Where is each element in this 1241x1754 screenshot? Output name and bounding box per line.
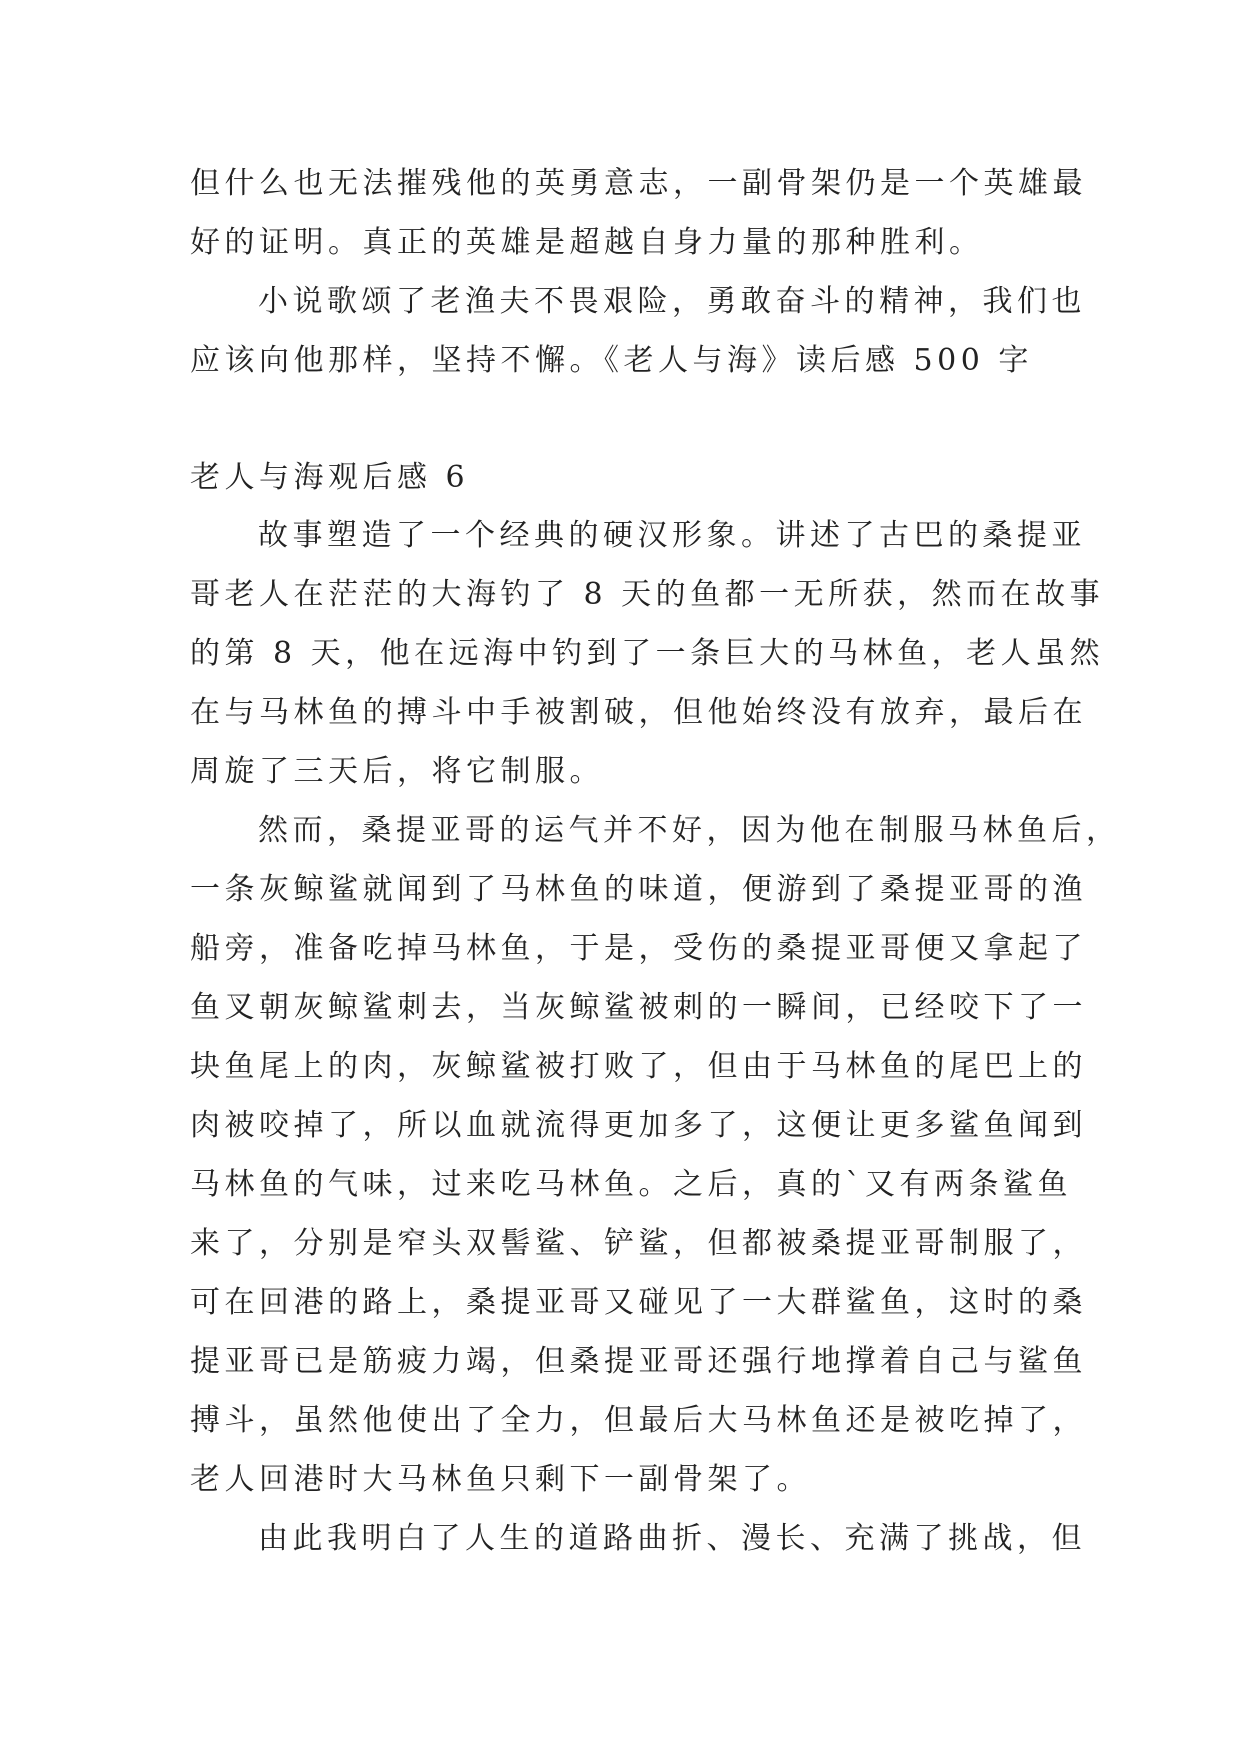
- paragraph-line: 提亚哥已是筋疲力竭，但桑提亚哥还强行地撑着自己与鲨鱼: [190, 1344, 1087, 1379]
- essay-continuation-block: [190, 154, 1087, 390]
- paragraph-line: 老人回港时大马林鱼只剩下一副骨架了。: [190, 1462, 811, 1497]
- paragraph-line: 可在回港的路上，桑提亚哥又碰见了一大群鲨鱼，这时的桑: [190, 1285, 1087, 1320]
- section-heading: [190, 448, 1060, 507]
- paragraph-line: 的第 8 天，他在远海中钓到了一条巨大的马林鱼，老人虽然: [190, 636, 1105, 671]
- paragraph-line: 船旁，准备吃掉马林鱼，于是，受伤的桑提亚哥便又拿起了: [190, 931, 1087, 966]
- paragraph-line: 搏斗，虽然他使出了全力，但最后大马林鱼还是被吃掉了，: [190, 1403, 1087, 1438]
- paragraph-line: 鱼叉朝灰鲸鲨刺去，当灰鲸鲨被刺的一瞬间，已经咬下了一: [190, 990, 1087, 1025]
- paragraph-line: 一条灰鲸鲨就闻到了马林鱼的味道，便游到了桑提亚哥的渔: [190, 872, 1087, 907]
- paragraph-line: 哥老人在茫茫的大海钓了 8 天的鱼都一无所获，然而在故事: [190, 577, 1105, 612]
- paragraph-line: 块鱼尾上的肉，灰鲸鲨被打败了，但由于马林鱼的尾巴上的: [190, 1049, 1087, 1084]
- paragraph-line: 周旋了三天后，将它制服。: [190, 754, 604, 789]
- paragraph-line: 马林鱼的气味，过来吃马林鱼。之后，真的`又有两条鲨鱼: [190, 1167, 1072, 1202]
- essay-body-block: [190, 506, 1121, 1568]
- paragraph-line: 来了，分别是窄头双髻鲨、铲鲨，但都被桑提亚哥制服了，: [190, 1226, 1087, 1261]
- paragraph-first-line: 故事塑造了一个经典的硬汉形象。讲述了古巴的桑提亚: [258, 518, 1086, 553]
- paragraph-line: 肉被咬掉了，所以血就流得更加多了，这便让更多鲨鱼闻到: [190, 1108, 1087, 1143]
- paragraph-line: 但什么也无法摧残他的英勇意志，一副骨架仍是一个英雄最: [190, 166, 1087, 201]
- paragraph-first-line: 由此我明白了人生的道路曲折、漫长、充满了挑战，但: [258, 1521, 1086, 1556]
- paragraph-line: 在与马林鱼的搏斗中手被割破，但他始终没有放弃，最后在: [190, 695, 1087, 730]
- paragraph-line: 好的证明。真正的英雄是超越自身力量的那种胜利。: [190, 225, 984, 260]
- paragraph-line: 应该向他那样，坚持不懈。《老人与海》读后感 500 字: [190, 343, 1033, 378]
- section-title: 老人与海观后感 6: [190, 460, 470, 495]
- paragraph-first-line: 小说歌颂了老渔夫不畏艰险，勇敢奋斗的精神，我们也: [258, 284, 1086, 319]
- paragraph-first-line: 然而，桑提亚哥的运气并不好，因为他在制服马林鱼后，: [258, 813, 1121, 848]
